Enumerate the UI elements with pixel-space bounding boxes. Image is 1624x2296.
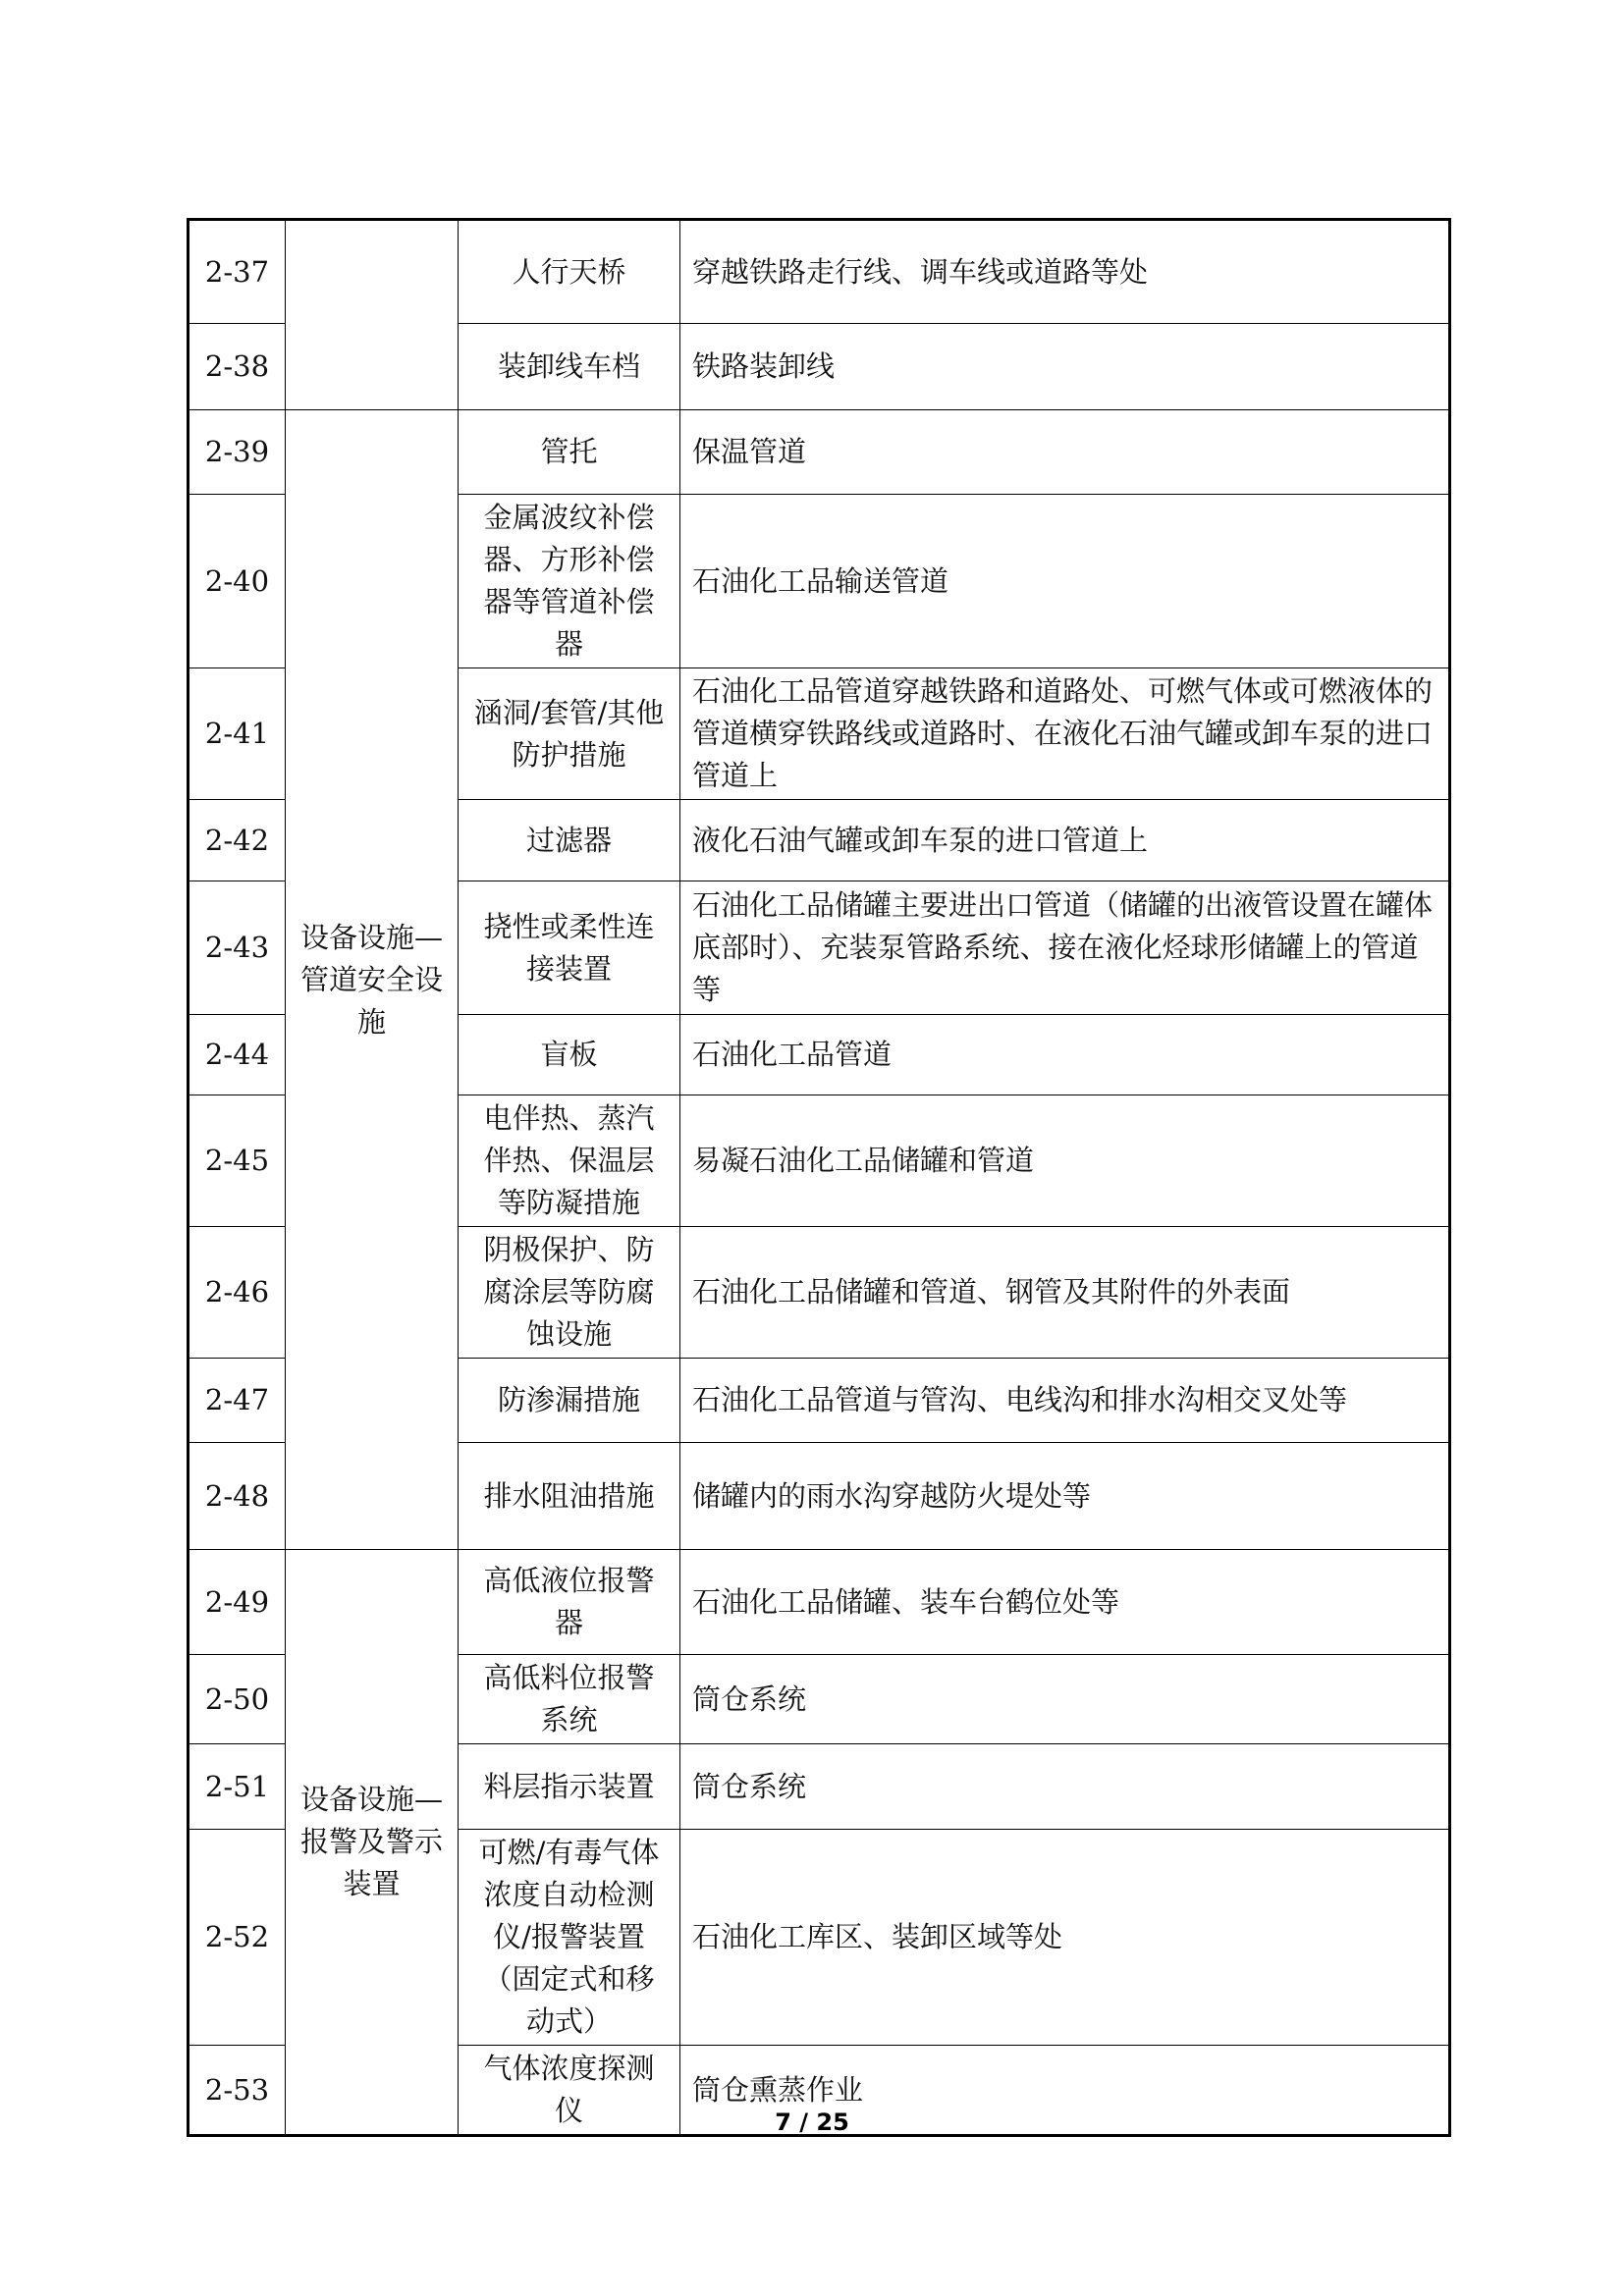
scope-text: 筒仓系统 bbox=[680, 1744, 1450, 1830]
row-code: 2-38 bbox=[189, 324, 286, 410]
item-name: 可燃/有毒气体浓度自动检测仪/报警装置（固定式和移动式） bbox=[459, 1830, 680, 2046]
table-row bbox=[189, 220, 1450, 324]
row-code: 2-42 bbox=[189, 800, 286, 881]
row-code: 2-47 bbox=[189, 1359, 286, 1443]
table-row bbox=[189, 410, 1450, 495]
item-name: 涵洞/套管/其他防护措施 bbox=[459, 668, 680, 800]
page-number: 7 / 25 bbox=[775, 2109, 849, 2136]
item-name: 金属波纹补偿器、方形补偿器等管道补偿器 bbox=[459, 495, 680, 668]
row-code: 2-45 bbox=[189, 1095, 286, 1227]
row-code: 2-40 bbox=[189, 495, 286, 668]
scope-text: 储罐内的雨水沟穿越防火堤处等 bbox=[680, 1443, 1450, 1550]
item-name: 挠性或柔性连接装置 bbox=[459, 881, 680, 1015]
row-code: 2-49 bbox=[189, 1550, 286, 1655]
item-name: 阴极保护、防腐涂层等防腐蚀设施 bbox=[459, 1227, 680, 1359]
table-row bbox=[189, 1550, 1450, 1655]
item-name: 气体浓度探测仪 bbox=[459, 2046, 680, 2136]
row-code: 2-53 bbox=[189, 2046, 286, 2136]
row-code: 2-37 bbox=[189, 220, 286, 324]
item-name: 电伴热、蒸汽伴热、保温层等防凝措施 bbox=[459, 1095, 680, 1227]
row-code: 2-46 bbox=[189, 1227, 286, 1359]
category-cell: 设备设施—报警及警示装置 bbox=[286, 1550, 459, 2136]
row-code: 2-48 bbox=[189, 1443, 286, 1550]
item-name: 装卸线车档 bbox=[459, 324, 680, 410]
scope-text: 石油化工品管道与管沟、电线沟和排水沟相交叉处等 bbox=[680, 1359, 1450, 1443]
scope-text: 石油化工品管道穿越铁路和道路处、可燃气体或可燃液体的管道横穿铁路线或道路时、在液化石油气罐或卸车泵的进口管道上 bbox=[680, 668, 1450, 800]
item-name: 人行天桥 bbox=[459, 220, 680, 324]
scope-text: 石油化工库区、装卸区域等处 bbox=[680, 1830, 1450, 2046]
scope-text: 石油化工品管道 bbox=[680, 1015, 1450, 1095]
category-cell: 设备设施—管道安全设施 bbox=[286, 410, 459, 1550]
item-name: 防渗漏措施 bbox=[459, 1359, 680, 1443]
scope-text: 易凝石油化工品储罐和管道 bbox=[680, 1095, 1450, 1227]
scope-text: 液化石油气罐或卸车泵的进口管道上 bbox=[680, 800, 1450, 881]
scope-text: 筒仓系统 bbox=[680, 1655, 1450, 1744]
scope-text: 筒仓熏蒸作业 bbox=[680, 2046, 1450, 2136]
row-code: 2-44 bbox=[189, 1015, 286, 1095]
row-code: 2-51 bbox=[189, 1744, 286, 1830]
item-name: 管托 bbox=[459, 410, 680, 495]
row-code: 2-43 bbox=[189, 881, 286, 1015]
scope-text: 穿越铁路走行线、调车线或道路等处 bbox=[680, 220, 1450, 324]
scope-text: 石油化工品储罐主要进出口管道（储罐的出液管设置在罐体底部时）、充装泵管路系统、接在液化烃球形储罐上的管道等 bbox=[680, 881, 1450, 1015]
scope-text: 石油化工品储罐、装车台鹤位处等 bbox=[680, 1550, 1450, 1655]
safety-facilities-table bbox=[187, 218, 1451, 2137]
scope-text: 保温管道 bbox=[680, 410, 1450, 495]
scope-text: 石油化工品输送管道 bbox=[680, 495, 1450, 668]
row-code: 2-50 bbox=[189, 1655, 286, 1744]
category-cell bbox=[286, 220, 459, 410]
row-code: 2-52 bbox=[189, 1830, 286, 2046]
scope-text: 铁路装卸线 bbox=[680, 324, 1450, 410]
item-name: 排水阻油措施 bbox=[459, 1443, 680, 1550]
scope-text: 石油化工品储罐和管道、钢管及其附件的外表面 bbox=[680, 1227, 1450, 1359]
row-code: 2-39 bbox=[189, 410, 286, 495]
item-name: 料层指示装置 bbox=[459, 1744, 680, 1830]
item-name: 高低料位报警系统 bbox=[459, 1655, 680, 1744]
item-name: 过滤器 bbox=[459, 800, 680, 881]
item-name: 高低液位报警器 bbox=[459, 1550, 680, 1655]
row-code: 2-41 bbox=[189, 668, 286, 800]
item-name: 盲板 bbox=[459, 1015, 680, 1095]
